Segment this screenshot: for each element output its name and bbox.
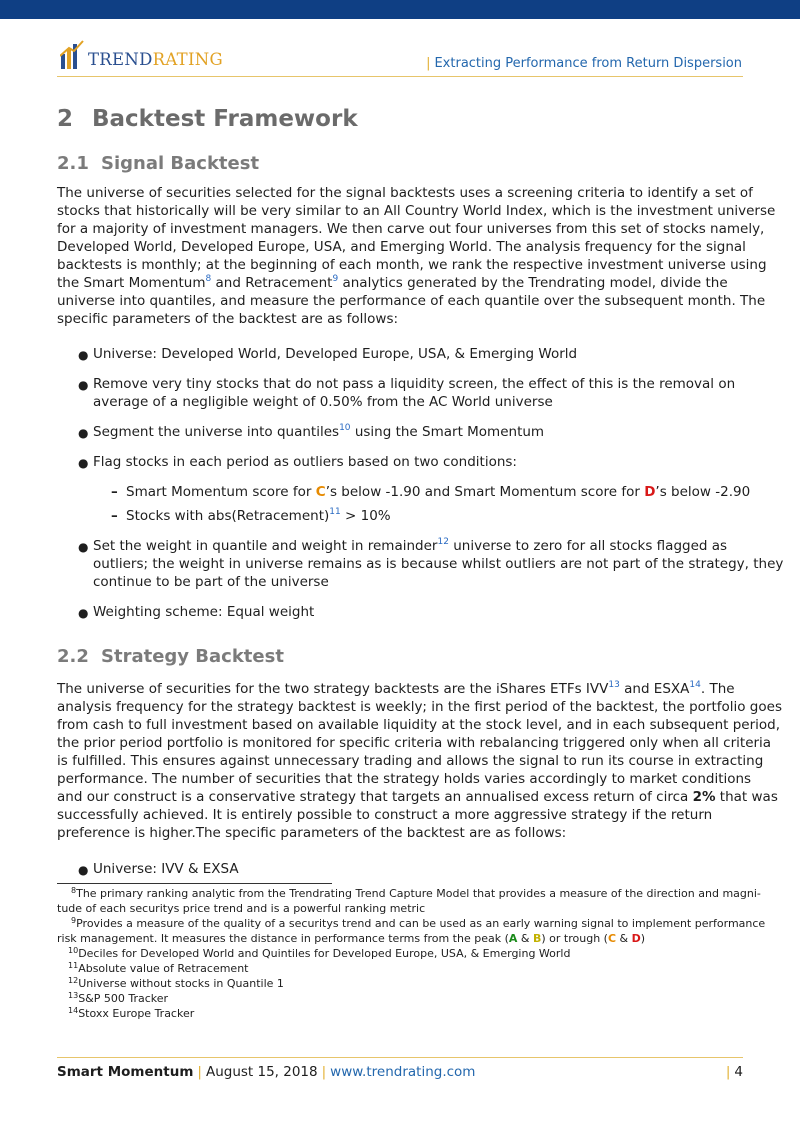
list-item [57, 603, 747, 621]
subsection-number: 2.1 [57, 153, 89, 174]
header-divider [57, 76, 743, 77]
text-line: specific parameters of the backtest are as follows: [57, 311, 399, 327]
text-run: risk management. It measures the distance in performance terms from the peak ( [57, 932, 509, 945]
list-item-text [126, 507, 747, 525]
text-line [57, 274, 745, 292]
list-item-text: Weighting scheme: Equal weight [93, 604, 315, 620]
footer-divider [57, 1057, 743, 1058]
text-run: ) or trough ( [541, 932, 608, 945]
footnote-11 [57, 961, 747, 976]
document-title: Extracting Performance from Return Dispersion [434, 56, 742, 71]
text-run: that was [715, 789, 778, 805]
footnote-10 [57, 946, 747, 961]
footnote-ref-10[interactable]: 10 [339, 423, 351, 433]
text-line: successfully achieved. It is entirely possible to construct a more aggressive strategy if the return [57, 807, 713, 823]
text-run: The universe of securities for the two strategy backtests are the iShares ETFs IVV [57, 681, 609, 697]
sub-list-item [93, 507, 747, 525]
text-run: universe to zero for all stocks flagged as [448, 538, 728, 554]
footnote-14 [57, 1006, 747, 1021]
list-item-text: continue to be part of the universe [93, 574, 329, 590]
text-run: Stocks with abs(Retracement) [126, 508, 330, 524]
footnotes [57, 886, 766, 1021]
footnote-number: 12 [68, 976, 79, 985]
grade-b-label: B [532, 932, 542, 945]
list-item [57, 345, 747, 363]
bar-chart-logo-icon [60, 40, 84, 70]
text-line: stocks that historically will be very similar to an All Country World Index, which is the investment universe [57, 203, 776, 219]
logo-text-rating: RATING [152, 50, 224, 69]
footer-separator: | [321, 1064, 327, 1080]
footnote-number: 9 [71, 916, 77, 925]
grade-c-label: C [607, 932, 617, 945]
footnote-text: Absolute value of Retracement [78, 962, 249, 975]
text-run: > 10% [340, 508, 391, 524]
text-line: performance. The number of securities that the strategy holds varies accordingly to market conditions [57, 771, 752, 787]
footnote-ref-9[interactable]: 9 [332, 274, 339, 284]
text-line: for a majority of investment managers. We then carve out four universes from this set of stocks namely, [57, 221, 765, 237]
running-header [426, 56, 742, 71]
text-run: Smart Momentum score for [126, 484, 316, 500]
page-number: 4 [734, 1064, 743, 1080]
footnote-text: Provides a measure of the quality of a securitys trend and can be used as an early warning signal to implement performance [76, 917, 766, 930]
footnote-13 [57, 991, 747, 1006]
footnote-ref-14[interactable]: 14 [689, 680, 701, 690]
list-item-text [93, 423, 747, 441]
outlier-conditions-list [93, 483, 751, 525]
footnote-12 [57, 976, 747, 991]
footnote-number: 13 [68, 991, 79, 1000]
bullet-icon: ● [78, 378, 89, 392]
footer-brand: Smart Momentum [57, 1064, 194, 1080]
list-item-text: Universe: IVV & EXSA [93, 861, 239, 877]
footer-date: August 15, 2018 [205, 1064, 318, 1080]
grade-d-label: D [631, 932, 641, 945]
subsection-heading-strategy [57, 646, 284, 667]
bullet-icon: ● [78, 863, 89, 877]
footnote-text: Universe without stocks in Quantile 1 [78, 977, 284, 990]
footnote-text: The primary ranking analytic from the Trendrating Trend Capture Model that provides a measure of the direction and magni- [76, 887, 761, 900]
header-separator: | [426, 56, 431, 71]
page-footer [57, 1064, 743, 1082]
text-run: Set the weight in quantile and weight in remainder [93, 538, 438, 554]
footnote-ref-11[interactable]: 11 [329, 507, 341, 517]
text-run: . The [700, 681, 735, 697]
text-run: ’s below -2.90 [655, 484, 751, 500]
subsection-title: Signal Backtest [101, 153, 260, 174]
text-run: and our construct is a conservative strategy that targets an annualised excess return of circa [57, 789, 693, 805]
footnote-divider [57, 883, 332, 884]
text-run: using the Smart Momentum [350, 424, 545, 440]
text-run: ) [640, 932, 646, 945]
text-line: The universe of securities selected for the signal backtests uses a screening criteria to identify a set of [57, 185, 753, 201]
bullet-icon: ● [78, 348, 89, 362]
text-line [57, 680, 745, 698]
text-run: and ESXA [619, 681, 690, 697]
logo-wordmark [88, 50, 223, 69]
list-item-text [126, 483, 751, 501]
text-run: and Retracement [211, 275, 333, 291]
text-line: preference is higher.The specific parameters of the backtest are as follows: [57, 825, 567, 841]
bullet-icon: ● [78, 426, 89, 440]
list-item [57, 375, 747, 411]
list-item-text: outliers; the weight in universe remains as is because whilst outliers are not part of the strategy, they [93, 556, 784, 572]
text-line: universe into quantiles, and measure the performance of each quantile over the subsequent month. The [57, 293, 766, 309]
subsection-title: Strategy Backtest [101, 646, 284, 667]
list-item-text: Universe: Developed World, Developed Europe, USA, & Emerging World [93, 346, 578, 362]
footnote-text: Stoxx Europe Tracker [78, 1007, 195, 1020]
footnote-number: 10 [68, 946, 79, 955]
website-link[interactable]: www.trendrating.com [330, 1064, 476, 1080]
footnote-ref-8[interactable]: 8 [205, 274, 212, 284]
logo-text-trend: TREND [88, 50, 153, 69]
text-run: & [517, 932, 533, 945]
list-item [57, 423, 747, 441]
footnote-8 [57, 886, 761, 901]
footnote-text: tude of each securitys price trend and is a powerful ranking metric [57, 902, 426, 915]
list-item [57, 537, 784, 591]
footnote-text: S&P 500 Tracker [78, 992, 169, 1005]
list-item-text: Flag stocks in each period as outliers based on two conditions: [93, 454, 517, 470]
footnote-ref-12[interactable]: 12 [437, 537, 449, 547]
dash-icon: – [111, 484, 118, 500]
footer-separator: | [725, 1064, 731, 1080]
footnote-number: 8 [71, 886, 77, 895]
footnote-9 [57, 916, 766, 931]
grade-c-label: C [315, 484, 326, 500]
footnote-text [57, 931, 747, 946]
list-item-text: Remove very tiny stocks that do not pass a liquidity screen, the effect of this is the removal on [93, 376, 736, 392]
list-item-text [93, 537, 747, 555]
text-line: Developed World, Developed Europe, USA, and Emerging World. The analysis frequency for the signal [57, 239, 746, 255]
dash-icon: – [111, 508, 118, 524]
grade-a-label: A [508, 932, 518, 945]
bullet-icon: ● [78, 540, 89, 554]
sub-list-item [93, 483, 751, 501]
list-item [57, 860, 747, 878]
footnote-number: 14 [68, 1006, 79, 1015]
strategy-parameters-list [57, 860, 747, 878]
section-title: Backtest Framework [92, 106, 358, 132]
text-run: & [616, 932, 632, 945]
text-line: analysis frequency for the strategy backtest is weekly; in the first period of the backtest, the portfolio goes [57, 699, 782, 715]
footer-separator: | [197, 1064, 202, 1080]
grade-d-label: D [644, 484, 656, 500]
bullet-icon: ● [78, 606, 89, 620]
text-run: ’s below -1.90 and Smart Momentum score for [325, 484, 645, 500]
signal-parameters-list [57, 345, 784, 621]
text-line: is fulfilled. This ensures against unnecessary trading and allows the signal to run its course in extracting [57, 753, 764, 769]
footnote-ref-13[interactable]: 13 [608, 680, 620, 690]
list-item-text: average of a negligible weight of 0.50% from the AC World universe [93, 394, 553, 410]
subsection-number: 2.2 [57, 646, 89, 667]
subsection-heading-signal [57, 153, 259, 174]
text-line: the prior period portfolio is monitored for specific criteria with rebalancing triggered only when all criteria [57, 735, 772, 751]
bullet-icon: ● [78, 456, 89, 470]
footnote-text: Deciles for Developed World and Quintiles for Developed Europe, USA, & Emerging World [78, 947, 571, 960]
target-return-value: 2% [692, 789, 716, 805]
top-bar [0, 0, 800, 19]
strategy-backtest-paragraph [57, 680, 782, 842]
signal-backtest-paragraph [57, 184, 776, 328]
text-run: Segment the universe into quantiles [93, 424, 340, 440]
section-heading [57, 106, 358, 132]
text-run: analytics generated by the Trendrating model, divide the [338, 275, 728, 291]
text-line: from cash to full investment based on available liquidity at the stock level, and in each subsequent period, [57, 717, 781, 733]
list-item [57, 453, 751, 525]
footnote-number: 11 [68, 961, 79, 970]
text-line [57, 788, 778, 806]
page-number-block [722, 1064, 743, 1080]
section-number: 2 [57, 106, 74, 132]
text-line: backtests is monthly; at the beginning of each month, we rank the respective investment universe using [57, 257, 767, 273]
text-run: the Smart Momentum [57, 275, 206, 291]
